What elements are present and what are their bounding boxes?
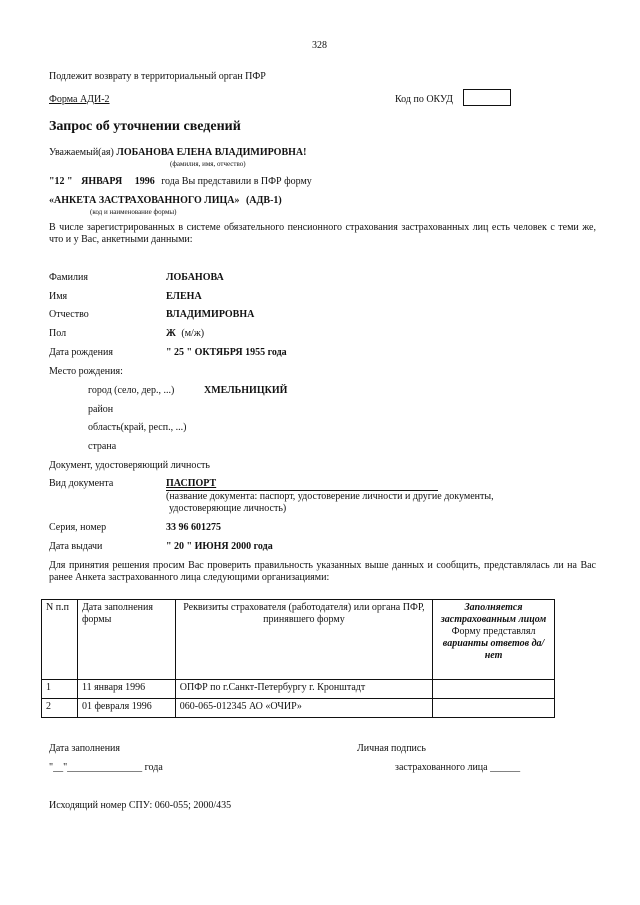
document-type-hint-1: (название документа: паспорт, удостоверение личности и другие документы, — [166, 491, 494, 502]
patronymic-label: Отчество — [49, 309, 89, 320]
document-section-label: Документ, удостоверяющий личность — [49, 460, 210, 471]
row-date: 01 февраля 1996 — [77, 699, 175, 718]
form-code: (АДВ-1) — [245, 195, 282, 206]
table-row — [42, 680, 555, 699]
document-type-value: ПАСПОРТ — [166, 478, 217, 489]
table-header-row — [42, 600, 555, 680]
patronymic-value: ВЛАДИМИРОВНА — [166, 309, 255, 320]
header-fill-title: Заполняется застрахованным лицом — [440, 602, 547, 625]
request-text: Для принятия решения просим Вас проверить правильность указанных выше данных и сообщить, представлялась ли на Вас ранее Анкета застрахованного лица следующими организациями: — [49, 560, 596, 583]
birthdate-label: Дата рождения — [49, 347, 113, 358]
okud-code-field[interactable] — [463, 89, 511, 106]
birthplace-district-label: район — [88, 404, 114, 415]
surname-value: ЛОБАНОВА — [166, 272, 224, 283]
row-answer-cell[interactable] — [433, 680, 555, 699]
form-name-hint: (код и наименование формы) — [90, 208, 177, 216]
document-series-label: Серия, номер — [49, 522, 107, 533]
sex-hint: (м/ж) — [181, 328, 205, 339]
header-fill-subtitle: Форму представлял — [451, 626, 536, 637]
row-num: 1 — [42, 680, 78, 699]
form-label: Форма АДИ-2 — [49, 94, 110, 105]
greeting — [49, 147, 306, 159]
birthplace-region-label: область(край, респ., ...) — [88, 422, 187, 433]
organizations-table — [41, 599, 555, 718]
greeting-hint: (фамилия, имя, отчество) — [170, 160, 246, 168]
submission-year: 1996 — [134, 176, 155, 187]
intro-text: В числе зарегистрированных в системе обязательного пенсионного страхования застрахованных лиц есть человек с теми же, что и у Вас, анкетными данными: — [49, 222, 596, 245]
page-number: 328 — [312, 40, 327, 51]
header-date: Дата заполнения формы — [77, 600, 175, 680]
signature-label: Личная подпись — [357, 743, 426, 754]
greeting-name: ЛОБАНОВА ЕЛЕНА ВЛАДИМИРОВНА! — [116, 147, 307, 158]
header-org: Реквизиты страхователя (работодателя) или органа ПФР, принявшего форму — [175, 600, 432, 680]
row-num: 2 — [42, 699, 78, 718]
header-fill — [433, 600, 555, 680]
table-row — [42, 699, 555, 718]
greeting-prefix: Уважаемый(ая) — [49, 147, 114, 158]
submission-line — [49, 176, 312, 188]
sex-label: Пол — [49, 328, 67, 339]
document-type-label: Вид документа — [49, 478, 114, 489]
document-type-hint-2: удостоверяющие личность) — [169, 503, 287, 514]
page-title: Запрос об уточнении сведений — [49, 119, 241, 134]
name-label: Имя — [49, 291, 68, 302]
birthplace-label: Место рождения: — [49, 366, 123, 377]
row-answer-cell[interactable] — [433, 699, 555, 718]
birthdate-value: " 25 " ОКТЯБРЯ 1955 года — [166, 347, 287, 358]
name-value: ЕЛЕНА — [166, 291, 202, 302]
birthplace-country-label: страна — [88, 441, 117, 452]
header-fill-variants: варианты ответов да/нет — [442, 638, 545, 661]
outgoing-number: Исходящий номер СПУ: 060-055; 2000/435 — [49, 800, 232, 811]
submission-month: ЯНВАРЯ — [81, 176, 123, 187]
fill-date-label: Дата заполнения — [49, 743, 120, 754]
row-org: ОПФР по г.Санкт-Петербургу г. Кронштадт — [175, 680, 432, 699]
signature-field[interactable]: застрахованного лица ______ — [395, 762, 521, 773]
row-date: 11 января 1996 — [77, 680, 175, 699]
document-series-value: 33 96 601275 — [166, 522, 221, 533]
fill-date-field[interactable]: "__"_______________ года — [49, 762, 163, 773]
submission-text: года Вы представили в ПФР форму — [161, 176, 312, 187]
sex-value: Ж — [166, 328, 176, 339]
okud-label: Код по ОКУД — [395, 94, 453, 105]
surname-label: Фамилия — [49, 272, 88, 283]
form-name-line — [49, 195, 282, 207]
form-name: «АНКЕТА ЗАСТРАХОВАННОГО ЛИЦА» — [49, 195, 240, 206]
row-org: 060-065-012345 АО «ОЧИР» — [175, 699, 432, 718]
sex-line — [166, 328, 204, 340]
birthplace-city-value: ХМЕЛЬНИЦКИЙ — [204, 385, 288, 396]
submission-day: "12 " — [49, 176, 73, 187]
return-notice: Подлежит возврату в территориальный орган ПФР — [49, 71, 266, 82]
document-issue-value: " 20 " ИЮНЯ 2000 года — [166, 541, 273, 552]
document-issue-label: Дата выдачи — [49, 541, 103, 552]
birthplace-city-label: город (село, дер., ...) — [88, 385, 175, 396]
header-num: N п.п — [42, 600, 78, 680]
